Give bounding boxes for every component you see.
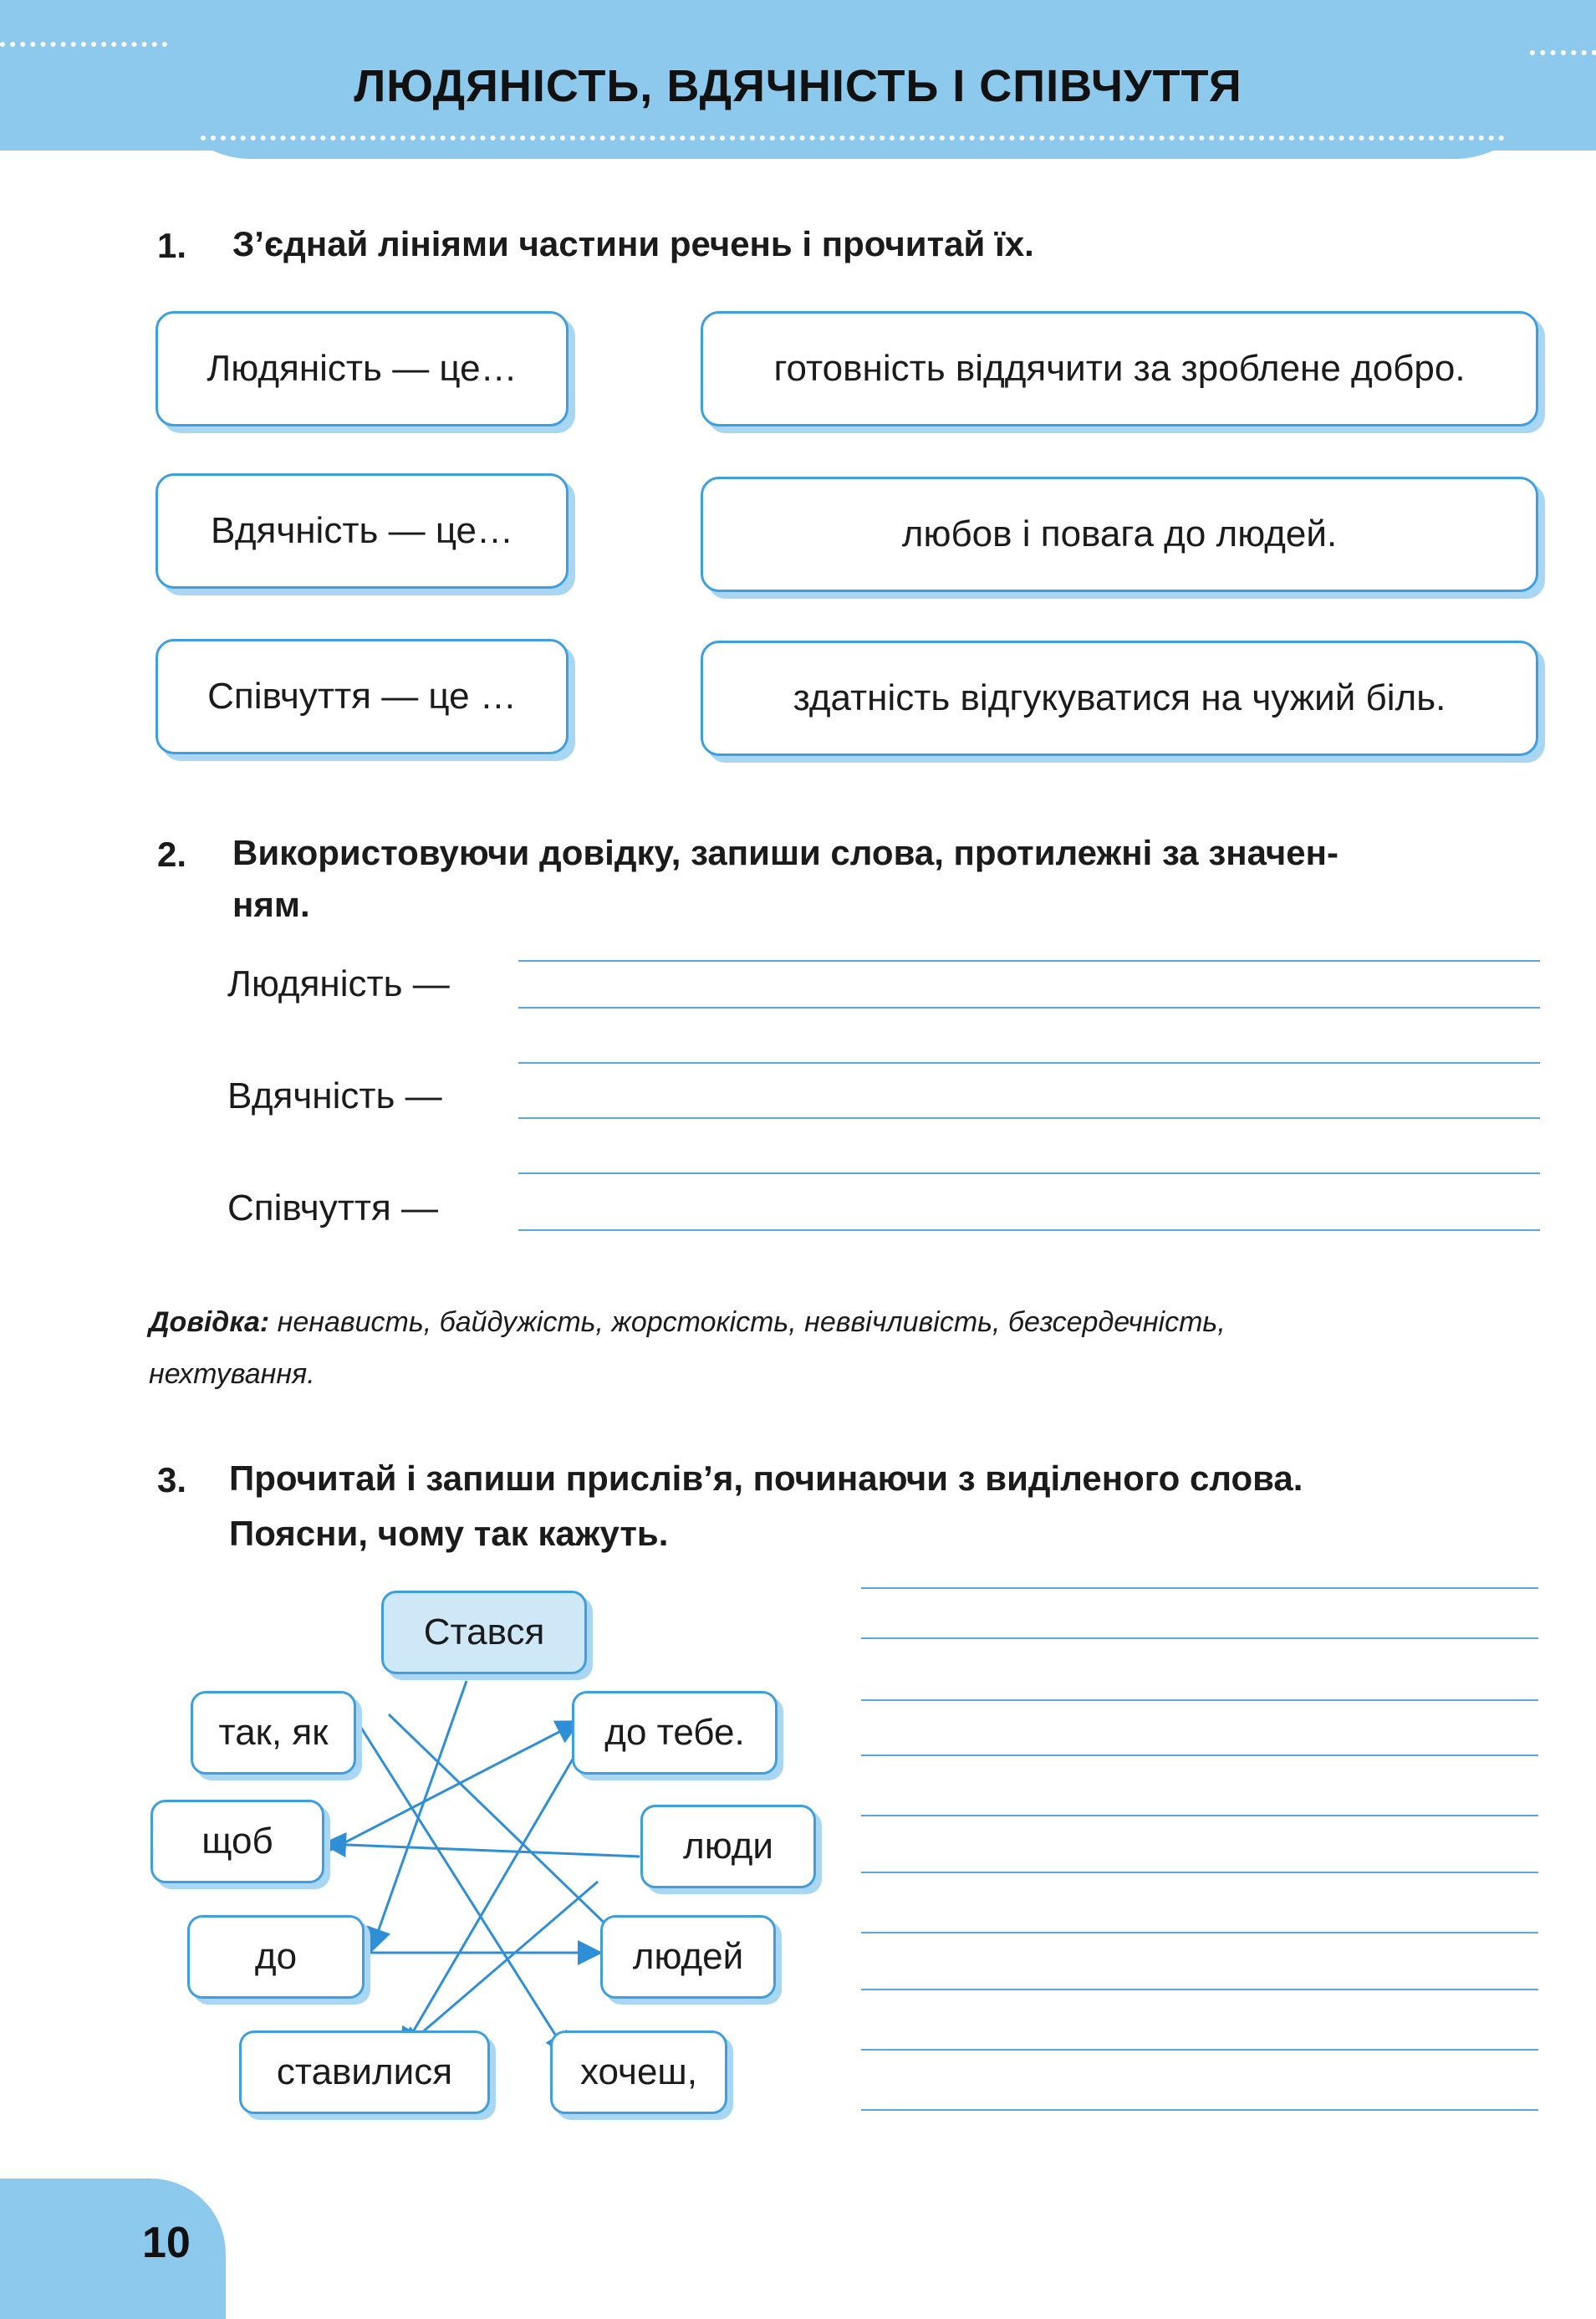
task1-left-box-1[interactable]: Людяність — це… [156, 311, 569, 427]
task3-instruction-line1: Прочитай і запиши прислів’я, починаючи з виділеного слова. [229, 1458, 1303, 1498]
task1-left-box-2[interactable]: Вдячність — це… [156, 473, 569, 589]
answer-line[interactable] [518, 1229, 1540, 1231]
task1-right-box-1[interactable]: готовність віддячити за зроблене добро. [701, 311, 1538, 427]
answer-line[interactable] [518, 1172, 1540, 1174]
reference-line2 [149, 1351, 315, 1397]
task3-number: 3. [157, 1460, 187, 1499]
connector-line [403, 1882, 598, 2049]
reference-words: ненависть, байдужість, жорстокість, неввічливість, безсердечність, [277, 1306, 1226, 1338]
reference-words-cont: нехтування. [149, 1358, 315, 1390]
task2-item-1: Людяність — [227, 963, 450, 1004]
task3-instruction-line2: Поясни, чому так кажуть. [229, 1514, 669, 1553]
connector-line [403, 1752, 577, 2049]
page-title: ЛЮДЯНІСТЬ, ВДЯЧНІСТЬ І СПІВЧУТТЯ [354, 61, 1242, 111]
header-dots [201, 135, 1505, 140]
answer-line[interactable] [518, 1062, 1540, 1064]
task2-item-2: Вдячність — [227, 1075, 442, 1116]
task1-instruction: З’єднай лініями частини речень і прочитай їх. [232, 224, 1034, 263]
task2-number: 2. [157, 835, 187, 874]
answer-line[interactable] [861, 1872, 1538, 1873]
answer-line[interactable] [861, 1932, 1538, 1933]
connector-line [318, 1723, 577, 1857]
word-khochesh[interactable]: хочеш, [550, 2030, 727, 2114]
task1-right-box-3[interactable]: здатність відгукуватися на чужий біль. [701, 641, 1538, 756]
word-do[interactable]: до [187, 1915, 365, 1999]
header-dots-right [1530, 50, 1596, 55]
header-dots-left [0, 42, 167, 47]
answer-line[interactable] [518, 960, 1540, 962]
word-liudy[interactable]: люди [640, 1805, 816, 1888]
task2-instruction-line1: Використовуючи довідку, запиши слова, протилежні за значен- [232, 833, 1338, 872]
task1-left-box-3[interactable]: Співчуття — це … [156, 639, 569, 754]
task2-item-3: Співчуття — [227, 1188, 439, 1228]
answer-line[interactable] [518, 1007, 1540, 1009]
reference-line1 [149, 1300, 1545, 1345]
task1-number: 1. [157, 226, 187, 265]
task2-instruction-line2: ням. [232, 885, 310, 924]
answer-line[interactable] [861, 1637, 1538, 1639]
word-tak-iak[interactable]: так, як [191, 1691, 356, 1775]
page-number-band [0, 2179, 226, 2319]
connector-line [355, 1719, 567, 2053]
reference-label: Довідка: [149, 1306, 270, 1338]
answer-line[interactable] [861, 1989, 1538, 1990]
word-shchob[interactable]: щоб [150, 1800, 324, 1883]
word-liudei[interactable]: людей [600, 1915, 776, 1999]
task1-right-box-2[interactable]: любов і повага до людей. [701, 477, 1538, 592]
connector-line [326, 1844, 640, 1857]
answer-line[interactable] [861, 2049, 1538, 2051]
word-do-tebe[interactable]: до тебе. [572, 1691, 778, 1775]
word-stavsia[interactable]: Стався [381, 1591, 587, 1674]
answer-line[interactable] [861, 1587, 1538, 1589]
answer-line[interactable] [861, 1755, 1538, 1756]
answer-line[interactable] [861, 1815, 1538, 1816]
answer-line[interactable] [861, 1699, 1538, 1701]
page-number: 10 [142, 2219, 191, 2267]
answer-line[interactable] [518, 1117, 1540, 1119]
answer-line[interactable] [861, 2109, 1538, 2111]
connector-line [372, 1681, 467, 1949]
word-stavylysia[interactable]: ставилися [239, 2030, 490, 2114]
